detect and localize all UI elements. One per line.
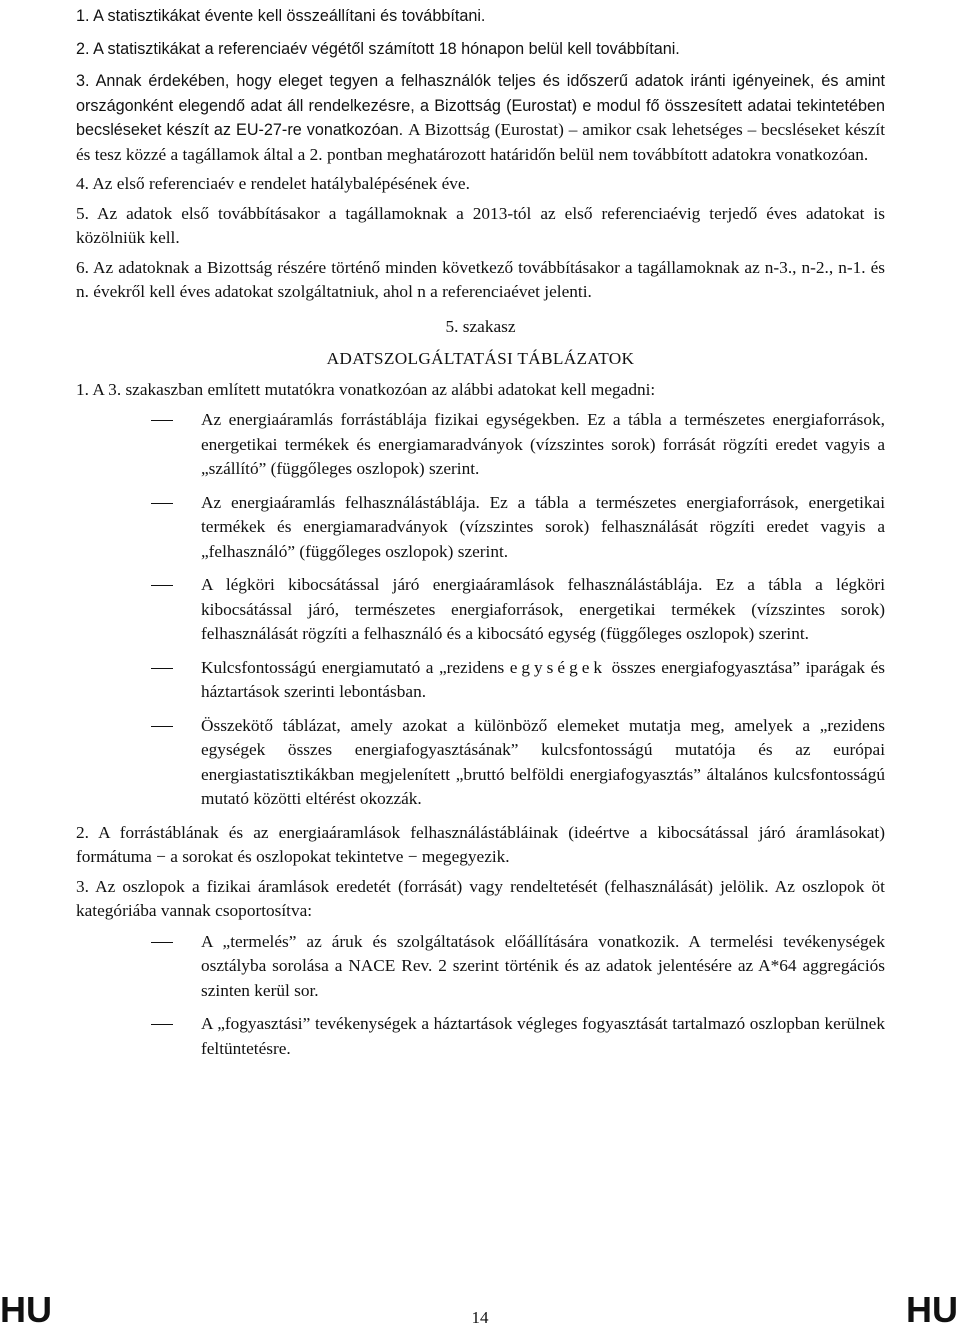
paragraph-1: 1. A statisztikákat évente kell összeállítani és továbbítani. <box>76 7 486 25</box>
column-category-list <box>76 930 885 1062</box>
list-item: Az energiaáramlás felhasználástáblája. Ez a tábla a természetes energiaforrások, energetikai termékek és energiamaradványok (vízszintes sorok) felhasználását rögzíti eredet vagyis a „felhasználó” (függőleges oszlopok) szerint. <box>76 491 885 565</box>
paragraph-5: 5. Az adatok első továbbításakor a tagállamoknak a 2013-tól az első referenciaévig terjedő éves adatokat is közölniük kell. <box>76 203 885 247</box>
section-number: 5. szakasz <box>445 316 516 336</box>
paragraph-4: 4. Az első referenciaév e rendelet hatálybalépésének éve. <box>76 174 470 193</box>
paragraph-s3: 3. Az oszlopok a fizikai áramlások eredetét (forrását) vagy rendeltetését (felhasználását) jelölik. Az oszlopok öt kategóriába vannak csoportosítva: <box>76 876 885 920</box>
paragraph-s2: 2. A forrástáblának és az energiaáramlások felhasználástábláinak (ideértve a kibocsátással járó áramlásokat) formátuma − a sorokat és oszlopokat tekintetve − megegyezik. <box>76 822 885 866</box>
dash-bullet <box>151 420 173 421</box>
list-item: Kulcsfontosságú energiamutató a „rezidens egységek összes energiafogyasztása” iparágak és háztartások szerinti lebontásban. <box>76 656 885 705</box>
list-item: A „fogyasztási” tevékenységek a háztartások végleges fogyasztását tartalmazó oszlopban kerülnek feltüntetésre. <box>76 1012 885 1061</box>
list-item: A légköri kibocsátással járó energiaáramlások felhasználástáblája. Ez a tábla a légköri kibocsátással járó, természetes energiaforrások, energetikai termékek (vízszintes sorok) felhasználását rögzíti a felhasználó és a kibocsátó egység (függőleges oszlopok) szerint. <box>76 573 885 647</box>
dash-bullet <box>151 942 173 943</box>
paragraph-3-continuation: A Bizottság (Eurostat) – amikor csak lehetséges – becsléseket készít és tesz közzé a tagállamok által a 2. pontban meghatározott határidőn belül nem továbbított adatokra vonatkozóan. <box>76 120 886 164</box>
dash-bullet <box>151 726 173 727</box>
footer-language-right: HU <box>906 1289 958 1330</box>
dash-bullet <box>151 668 173 669</box>
list-item: Az energiaáramlás forrástáblája fizikai egységekben. Ez a tábla a természetes energiaforrások, energetikai termékek és energiamaradványok (vízszintes sorok) forrását rögzíti eredet vagyis a „szállító” (függőleges oszlopok) szerint. <box>76 408 885 482</box>
paragraph-6: 6. Az adatoknak a Bizottság részére történő minden következő továbbításakor a tagállamoknak az n-3., n-2., n-1. és n. évekről kell éves adatokat szolgáltatniuk, ahol n a referenciaévet jelenti. <box>76 257 885 301</box>
paragraph-3 <box>76 69 885 167</box>
data-table-list <box>76 408 885 812</box>
dash-bullet <box>151 585 173 586</box>
list-item: A „termelés” az áruk és szolgáltatások előállítására vonatkozik. A termelési tevékenységek osztályba sorolása a NACE Rev. 2 szerint történik és az adatok jelentésére az A*64 aggregációs szinten kerül sor. <box>76 930 885 1004</box>
section-intro: 1. A 3. szakaszban említett mutatókra vonatkozóan az alábbi adatokat kell megadni: <box>76 379 656 399</box>
section-title: ADATSZOLGÁLTATÁSI TÁBLÁZATOK <box>326 349 635 368</box>
paragraph-2: 2. A statisztikákat a referenciaév végétől számított 18 hónapon belül kell továbbítani. <box>76 39 680 58</box>
dash-bullet <box>151 1024 173 1025</box>
page-number: 14 <box>471 1308 489 1327</box>
list-item: Összekötő táblázat, amely azokat a különböző elemeket mutatja meg, amelyek a „rezidens egységek összes energiafogyasztásának” kulcsfontosságú mutatója és az európai energiastatisztikákban megjelenített „bruttó belföldi energiafogyasztás” általános kulcsfontosságú mutató közötti eltérést okozzák. <box>76 714 885 812</box>
paragraph-3-main: 3. Annak érdekében, hogy eleget tegyen a felhasználók teljes és időszerű adatok iránti igényeinek, és amint országonként elegendő adat áll rendelkezésre, a Bizottság (Eurostat) e modul fő összesített adatai tekintetében becsléseket készít az EU-27-re vonatkozóan. <box>76 72 885 139</box>
page-content <box>76 4 885 1070</box>
footer-language-left: HU <box>0 1289 52 1330</box>
dash-bullet <box>151 503 173 504</box>
